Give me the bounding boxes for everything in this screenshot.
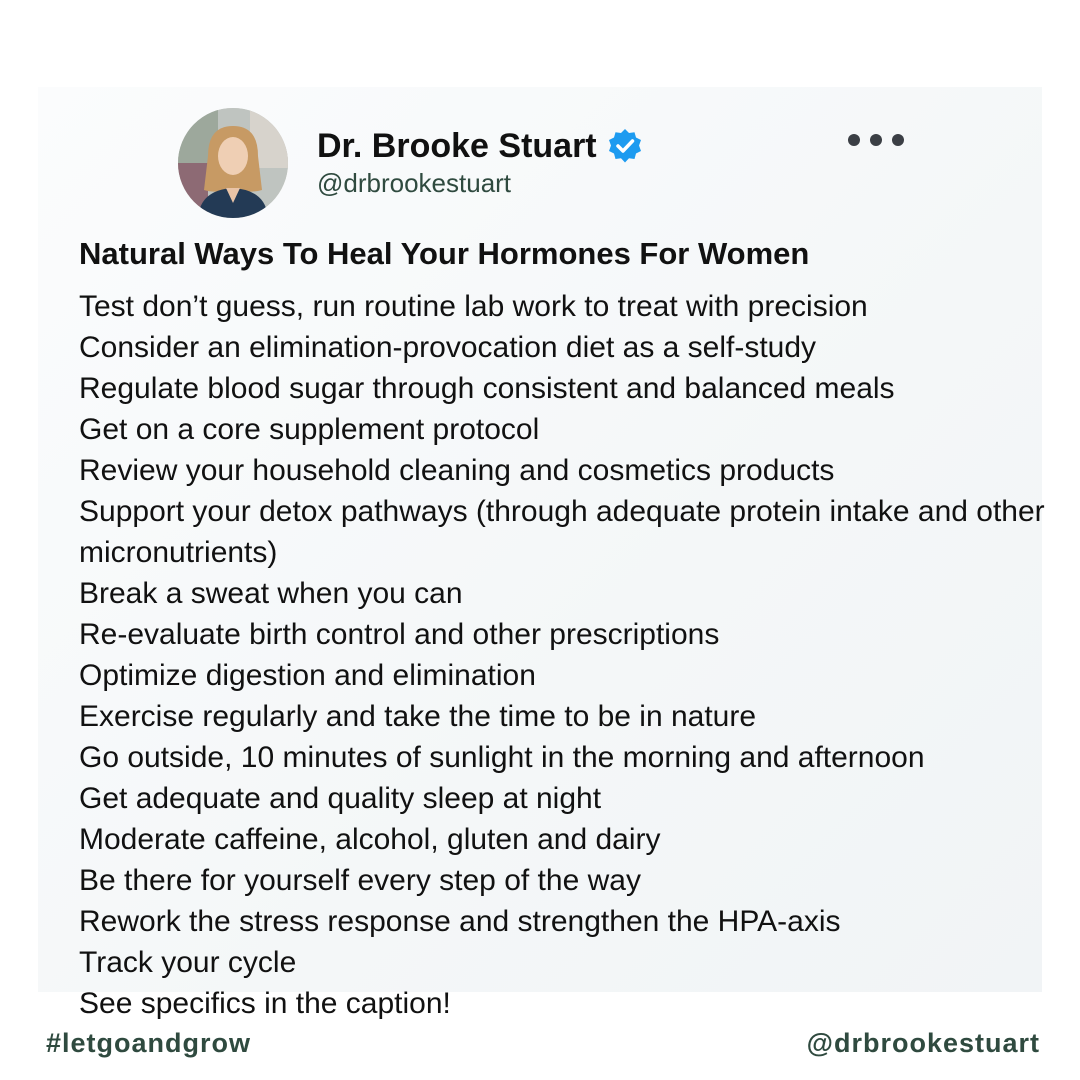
profile-photo	[178, 108, 288, 218]
post-title: Natural Ways To Heal Your Hormones For Women	[79, 236, 810, 271]
post-line: See specifics in the caption!	[79, 987, 451, 1020]
post-line: Optimize digestion and elimination	[79, 659, 536, 692]
post-line: Exercise regularly and take the time to be in nature	[79, 700, 757, 733]
footer-hashtag[interactable]: #letgoandgrow	[46, 1028, 252, 1058]
more-dot	[892, 134, 904, 146]
post-line: Break a sweat when you can	[79, 577, 463, 610]
post-line: Get on a core supplement protocol	[79, 413, 540, 446]
post-line: Rework the stress response and strengthen the HPA-axis	[79, 905, 841, 938]
post-line: Track your cycle	[79, 946, 297, 979]
post-line: Re-evaluate birth control and other prescriptions	[79, 618, 720, 651]
post-line: Test don’t guess, run routine lab work to treat with precision	[79, 290, 868, 323]
post-line: Regulate blood sugar through consistent and balanced meals	[79, 372, 895, 405]
display-name[interactable]: Dr. Brooke Stuart	[317, 127, 597, 165]
post-line: Support your detox pathways (through adequate protein intake and other micronutrients)	[79, 495, 1045, 569]
more-options-icon[interactable]	[848, 131, 904, 149]
post-line: Moderate caffeine, alcohol, gluten and dairy	[79, 823, 661, 856]
post-line: Get adequate and quality sleep at night	[79, 782, 602, 815]
post-body	[79, 286, 1069, 1024]
profile-name-row	[317, 126, 643, 166]
post-line: Go outside, 10 minutes of sunlight in the morning and afternoon	[79, 741, 925, 774]
verified-badge-icon	[607, 128, 643, 164]
more-dot	[870, 134, 882, 146]
post-line: Consider an elimination-provocation diet as a self-study	[79, 331, 817, 364]
footer-handle[interactable]: @drbrookestuart	[806, 1028, 1040, 1058]
more-dot	[848, 134, 860, 146]
profile-handle[interactable]: @drbrookestuart	[317, 168, 512, 198]
avatar[interactable]	[178, 108, 288, 218]
post-line: Be there for yourself every step of the way	[79, 864, 641, 897]
post-line: Review your household cleaning and cosmetics products	[79, 454, 835, 487]
